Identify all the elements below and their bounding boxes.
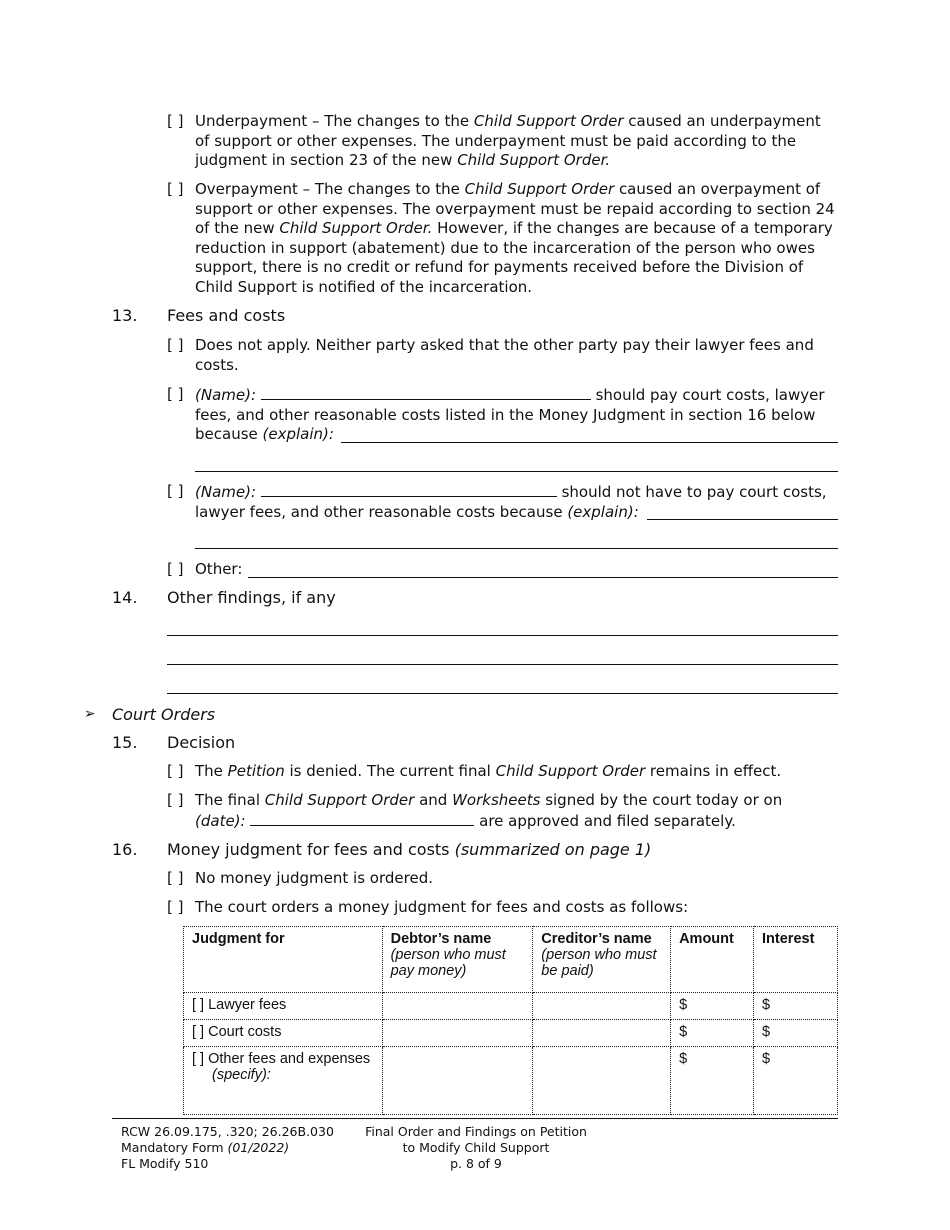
decision-denied-text: The Petition is denied. The current final Child Support Order remains in effect. [195, 762, 782, 780]
fees-pay-checkbox[interactable]: [ ] [167, 385, 184, 403]
header-debtor: Debtor’s name (person who must pay money) [382, 927, 533, 993]
fees-na-checkbox[interactable]: [ ] [167, 336, 184, 354]
fees-other-checkbox[interactable]: [ ] [167, 560, 184, 578]
row-court-costs-amount[interactable]: $ [671, 1020, 754, 1047]
row-court-costs-creditor[interactable] [533, 1020, 671, 1047]
row-other-fees-interest[interactable]: $ [754, 1047, 838, 1115]
overpayment-checkbox[interactable]: [ ] [167, 180, 184, 198]
fees-notpay-name-field[interactable] [261, 482, 557, 497]
row-court-costs-label[interactable]: [ ] Court costs [184, 1020, 383, 1047]
item-13-title: Fees and costs [167, 306, 286, 325]
judgment-none-checkbox[interactable]: [ ] [167, 869, 184, 887]
judgment-ordered-checkbox[interactable]: [ ] [167, 898, 184, 916]
overpayment-text: Overpayment – The changes to the Child Support Order caused an overpayment of support or other expenses. The overpayment must be repaid according to section 24 of the new Child Support Order. However, if the changes are because of a temporary reduction in support (abatement) due to the incarceration of the person who owes support, there is no credit or refund for payments received before the Division of Child Support is notified of the incarceration. [195, 180, 835, 296]
footer-divider [112, 1118, 838, 1119]
header-interest: Interest [754, 927, 838, 993]
fees-other-field[interactable] [248, 577, 838, 578]
item-14-number: 14. [112, 588, 138, 607]
row-court-costs-debtor[interactable] [382, 1020, 533, 1047]
row-lawyer-fees-amount[interactable]: $ [671, 993, 754, 1020]
row-lawyer-fees-interest[interactable]: $ [754, 993, 838, 1020]
row-court-costs-interest[interactable]: $ [754, 1020, 838, 1047]
underpayment-text: Underpayment – The changes to the Child Support Order caused an underpayment of support or other expenses. The underpayment must be paid according to the judgment in section 23 of the new Child Support Order. [195, 112, 821, 170]
item-14-title: Other findings, if any [167, 588, 336, 607]
item-15-title: Decision [167, 733, 236, 752]
fees-pay-name-field[interactable] [261, 385, 591, 400]
other-findings-line-1[interactable] [167, 635, 838, 636]
table-row [184, 1020, 838, 1047]
footer-left: RCW 26.09.175, .320; 26.26B.030 Mandatory Form (01/2022) FL Modify 510 [121, 1124, 334, 1171]
fees-pay-explain-field-2[interactable] [195, 471, 838, 472]
underpayment-checkbox[interactable]: [ ] [167, 112, 184, 130]
fees-pay-explain-field[interactable] [341, 442, 838, 443]
row-other-fees-debtor[interactable] [382, 1047, 533, 1115]
item-13-number: 13. [112, 306, 138, 325]
fees-other-label: Other: [195, 560, 243, 578]
other-findings-line-2[interactable] [167, 664, 838, 665]
header-amount: Amount [671, 927, 754, 993]
header-judgment-for: Judgment for [184, 927, 383, 993]
row-other-fees-specify: (specify): [212, 1067, 271, 1083]
decision-approved-checkbox[interactable]: [ ] [167, 791, 184, 809]
header-creditor: Creditor’s name (person who must be paid) [533, 927, 671, 993]
fees-pay-text: (Name): should pay court costs, lawyer fees, and other reasonable costs listed in the Money Judgment in section 16 below because (explain): [195, 386, 825, 444]
fees-notpay-checkbox[interactable]: [ ] [167, 482, 184, 500]
footer-center: Final Order and Findings on Petition to Modify Child Support p. 8 of 9 [365, 1124, 587, 1171]
row-lawyer-fees-creditor[interactable] [533, 993, 671, 1020]
decision-approved-text: The final Child Support Order and Worksheets signed by the court today or on (date): are approved and filed separately. [195, 791, 783, 830]
decision-denied-checkbox[interactable]: [ ] [167, 762, 184, 780]
fees-notpay-text: (Name): should not have to pay court costs, lawyer fees, and other reasonable costs because (explain): [195, 483, 827, 521]
decision-date-field[interactable] [250, 811, 474, 826]
fees-notpay-explain-field-2[interactable] [195, 548, 838, 549]
row-other-fees-creditor[interactable] [533, 1047, 671, 1115]
court-orders-title: Court Orders [112, 705, 216, 724]
judgment-ordered-text: The court orders a money judgment for fees and costs as follows: [195, 898, 689, 916]
row-other-fees-amount[interactable]: $ [671, 1047, 754, 1115]
money-judgment-table [183, 926, 838, 1115]
row-lawyer-fees-label[interactable]: [ ] Lawyer fees [184, 993, 383, 1020]
table-header-row [184, 927, 838, 993]
fees-notpay-explain-field[interactable] [647, 519, 838, 520]
item-16-title: Money judgment for fees and costs (summarized on page 1) [167, 840, 652, 859]
table-row [184, 993, 838, 1020]
other-findings-line-3[interactable] [167, 693, 838, 694]
item-15-number: 15. [112, 733, 138, 752]
table-row [184, 1047, 838, 1115]
item-16-number: 16. [112, 840, 138, 859]
fees-na-text: Does not apply. Neither party asked that the other party pay their lawyer fees and costs. [195, 336, 814, 374]
row-lawyer-fees-debtor[interactable] [382, 993, 533, 1020]
judgment-none-text: No money judgment is ordered. [195, 869, 433, 887]
row-other-fees-label[interactable]: [ ] Other fees and expenses (specify): [184, 1047, 383, 1115]
court-orders-bullet-icon: ➢ [84, 706, 96, 722]
